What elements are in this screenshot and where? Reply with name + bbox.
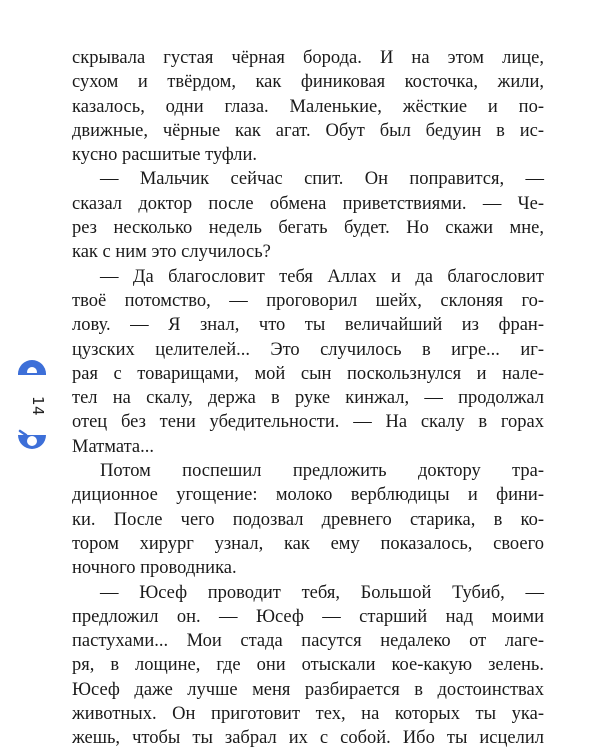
- text-line: — Юсеф проводит тебя, Большой Тубиб, —: [100, 582, 544, 603]
- text-line: цузских целителей... Это случилось в игре... иг-: [72, 339, 544, 360]
- blue-circle-marker-icon: [14, 427, 50, 463]
- body-text: [72, 46, 544, 751]
- text-line: отец без тени убедительности. — На скалу в горах: [72, 412, 544, 433]
- text-line: животных. Он приготовит тех, на которых ты ука-: [72, 704, 544, 725]
- text-line: предложил он. — Юсеф — старший над моими: [72, 606, 544, 627]
- text-line: как с ним это случилось?: [72, 242, 271, 263]
- text-line: — Да благословит тебя Аллах и да благословит: [100, 266, 544, 287]
- text-line: сказал доктор после обмена приветствиями. — Че-: [72, 193, 544, 214]
- text-line: ря, в лощине, где они отыскали кое-какую зелень.: [72, 655, 544, 676]
- text-line: Юсеф даже лучше меня разбирается в достоинствах: [72, 679, 544, 700]
- text-line: казалось, одни глаза. Маленькие, жёсткие и по-: [72, 96, 544, 117]
- text-line: Потом поспешил предложить доктору тра-: [100, 461, 544, 482]
- text-line: тел на скалу, держа в руке кинжал, — продолжал: [72, 388, 544, 409]
- text-line: ки. После чего подозвал древнего старика, в ко-: [72, 509, 544, 530]
- text-line: Матмата...: [72, 436, 154, 457]
- page-number: 14: [29, 395, 48, 417]
- text-line: тором хирург узнал, как ему показалось, своего: [72, 533, 544, 554]
- blue-circle-marker-icon: [14, 352, 50, 382]
- text-line: ночного проводника.: [72, 558, 237, 579]
- text-line: скрывала густая чёрная борода. И на этом лице,: [72, 48, 544, 68]
- text-line: жешь, чтобы ты забрал их с собой. Ибо ты исцелил: [72, 728, 544, 749]
- text-line: — Мальчик сейчас спит. Он поправится, —: [100, 169, 544, 190]
- text-line: кусно расшитые туфли.: [72, 145, 258, 166]
- text-line: твоё потомство, — проговорил шейх, склоняя го-: [72, 290, 544, 311]
- text-line: сухом и твёрдом, как финиковая косточка, жили,: [72, 72, 544, 93]
- text-line: пастухами... Мои стада пасутся недалеко от лаге-: [72, 631, 544, 652]
- text-line: рая с товарищами, мой сын поскользнулся и нале-: [72, 363, 544, 384]
- text-line: движные, чёрные как агат. Обут был бедуин в ис-: [72, 120, 544, 141]
- text-line: диционное угощение: молоко верблюдицы и фини-: [72, 485, 544, 506]
- text-line: рез несколько недель бегать будет. Но скажи мне,: [72, 218, 544, 239]
- text-line: лову. — Я знал, что ты величайший из фран-: [72, 315, 544, 336]
